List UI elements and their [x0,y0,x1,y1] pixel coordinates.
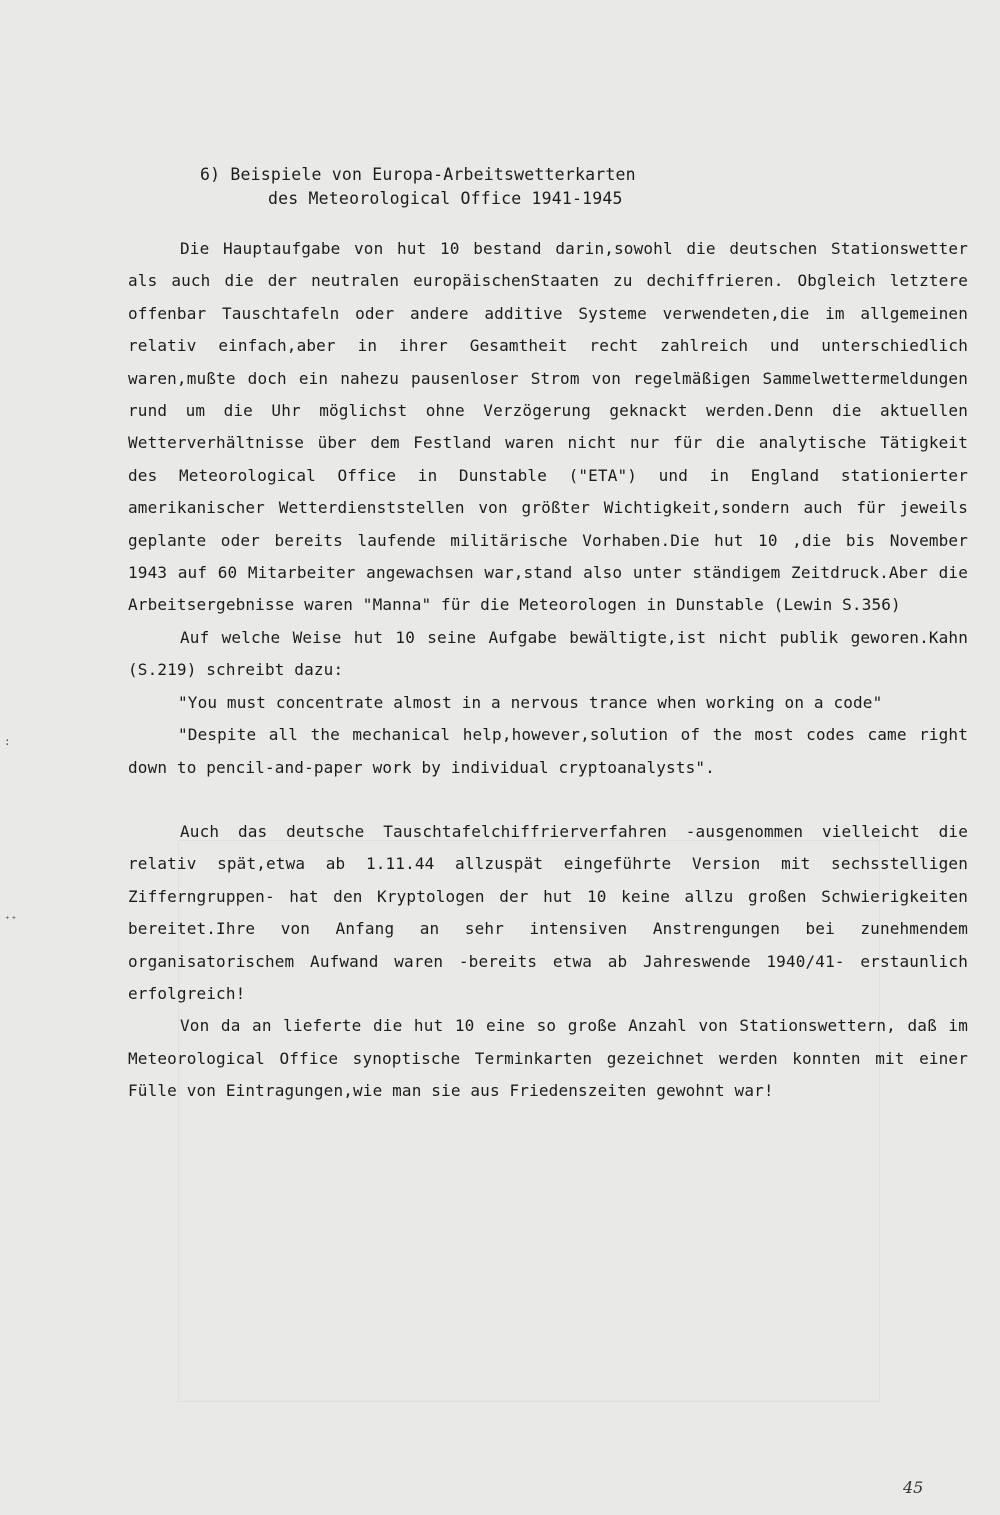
margin-mark: ⁺⁺ [4,913,18,926]
paragraph-4: Von da an lieferte die hut 10 eine so große Anzahl von Stationswettern, daß im Meteorological Office synoptische Terminkarten gezeichnet werden konnten mit einer Fülle von Eintragungen,wie man sie aus Friedenszeiten gewohnt war! [128,1016,968,1101]
margin-mark: : [4,735,11,748]
section-heading [200,163,636,211]
heading-line-2: des Meteorological Office 1941-1945 [268,189,623,208]
paragraph-2: Auf welche Weise hut 10 seine Aufgabe bewältigte,ist nicht publik geworen.Kahn (S.219) schreibt dazu: [128,627,968,680]
paragraph-3: Auch das deutsche Tauschtafelchiffrierverfahren -ausgenommen vielleicht die relativ spät,etwa ab 1.11.44 allzuspät eingeführte Version mit sechsstelligen Zifferngruppen- hat den Kryptologen der hut 10 keine allzu großen Schwierigkeiten bereitet.Ihre von Anfang an sehr intensiven Anstrengungen bei zunehmendem organisatorischem Aufwand waren -bereits etwa ab Jahreswende 1940/41- erstaunlich erfolgreich! [128,821,968,1003]
heading-line-1: 6) Beispiele von Europa-Arbeitswetterkarten [200,165,636,184]
quote-1: "You must concentrate almost in a nervous trance when working on a code" [178,692,883,712]
body-text [128,233,968,1108]
quote-2: "Despite all the mechanical help,however,solution of the most codes came right down to pencil-and-paper work by individual cryptoanalysts". [128,725,968,777]
paragraph-1: Die Hauptaufgabe von hut 10 bestand darin,sowohl die deutschen Stationswetter als auch die der neutralen europäischenStaaten zu dechiffrieren. Obgleich letztere offenbar Tauschtafeln oder andere additive Systeme verwendeten,die im allgemeinen relativ einfach,aber in ihrer Gesamtheit recht zahlreich und unterschiedlich waren,mußte doch ein nahezu pausenloser Strom von regelmäßigen Sammelwettermeldungen rund um die Uhr möglichst ohne Verzögerung geknackt werden.Denn die aktuellen Wetterverhältnisse über dem Festland waren nicht nur für die analytische Tätigkeit des Meteorological Office in Dunstable ("ETA") und in England stationierter amerikanischer Wetterdienststellen von größter Wichtigkeit,sondern auch für jeweils geplante oder bereits laufende militärische Vorhaben.Die hut 10 ,die bis November 1943 auf 60 Mitarbeiter angewachsen war,stand also unter ständigem Zeitdruck.Aber die Arbeitsergebnisse waren "Manna" für die Meteorologen in Dunstable (Lewin S.356) [128,239,968,615]
paragraph-gap [128,784,968,816]
page-number-mark: 45 [903,1478,924,1497]
